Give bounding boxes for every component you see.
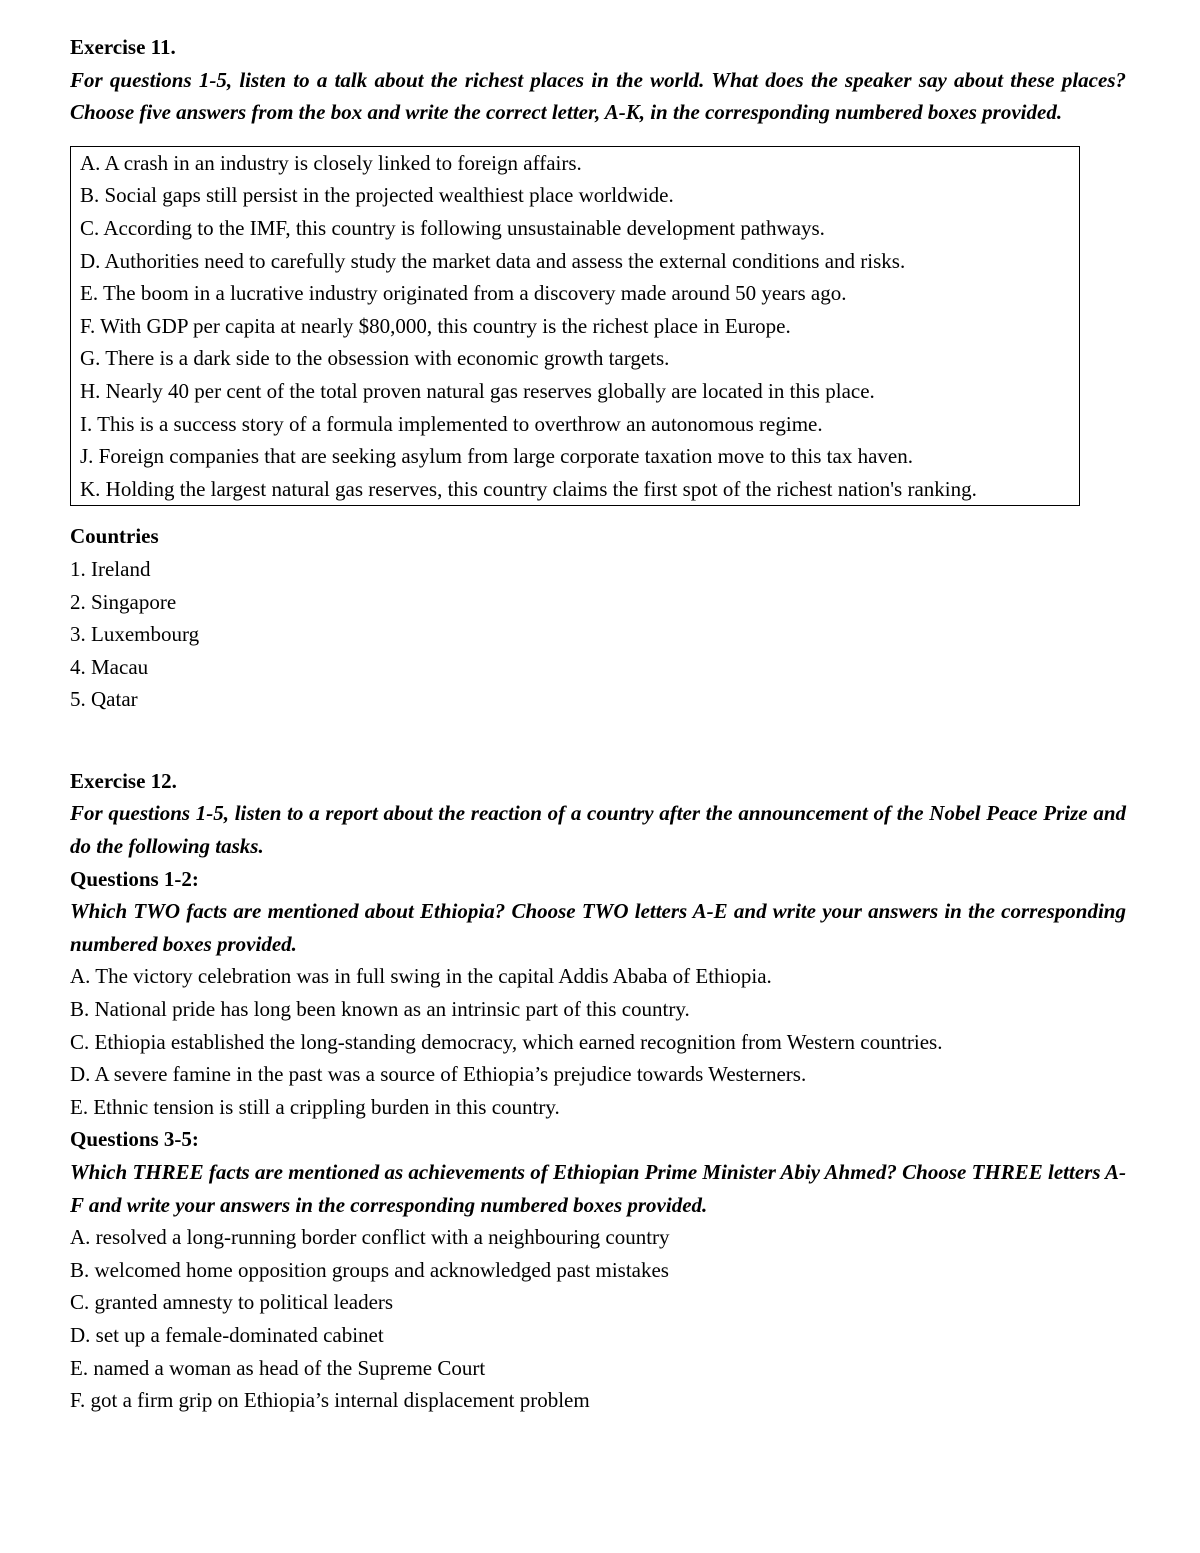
q12-option-a: A. The victory celebration was in full swing in the capital Addis Ababa of Ethiopia. <box>70 964 772 989</box>
q35-option-b: B. welcomed home opposition groups and acknowledged past mistakes <box>70 1257 669 1282</box>
q12-option-c: C. Ethiopia established the long-standing democracy, which earned recognition from Western countries. <box>70 1029 943 1054</box>
q35-option-d: D. set up a female-dominated cabinet <box>70 1322 384 1347</box>
exercise-12-instruction: For questions 1-5, listen to a report about the reaction of a country after the announcement of the Nobel Peace Prize and do the following tasks. <box>70 801 1126 859</box>
option-c: C. According to the IMF, this country is following unsustainable development pathways. <box>80 215 825 240</box>
option-h: H. Nearly 40 per cent of the total proven natural gas reserves globally are located in this place. <box>80 378 875 403</box>
q35-option-a: A. resolved a long-running border conflict with a neighbouring country <box>70 1225 670 1250</box>
q12-option-d: D. A severe famine in the past was a source of Ethiopia’s prejudice towards Westerners. <box>70 1062 807 1087</box>
option-i: I. This is a success story of a formula implemented to overthrow an autonomous regime. <box>80 411 823 436</box>
questions-3-5-instruction: Which THREE facts are mentioned as achievements of Ethiopian Prime Minister Abiy Ahmed? Choose THREE letters A-F and write your answers in the corresponding numbered boxes provided. <box>70 1160 1126 1217</box>
q12-option-b: B. National pride has long been known as an intrinsic part of this country. <box>70 997 690 1022</box>
exercise-11-title: Exercise 11. <box>70 35 176 59</box>
option-g: G. There is a dark side to the obsession with economic growth targets. <box>80 346 670 371</box>
option-k: K. Holding the largest natural gas reserves, this country claims the first spot of the richest nation's ranking. <box>80 476 977 501</box>
country-item: 4. Macau <box>70 654 149 679</box>
q12-option-e: E. Ethnic tension is still a crippling burden in this country. <box>70 1094 560 1119</box>
questions-1-2-instruction: Which TWO facts are mentioned about Ethiopia? Choose TWO letters A-E and write your answers in the corresponding numbered boxes provided. <box>70 899 1126 956</box>
q35-option-c: C. granted amnesty to political leaders <box>70 1290 394 1315</box>
option-e: E. The boom in a lucrative industry originated from a discovery made around 50 years ago. <box>80 281 847 306</box>
option-d: D. Authorities need to carefully study the market data and assess the external conditions and risks. <box>80 248 906 273</box>
option-a: A. A crash in an industry is closely linked to foreign affairs. <box>80 150 582 175</box>
country-item: 1. Ireland <box>70 556 151 581</box>
option-f: F. With GDP per capita at nearly $80,000, this country is the richest place in Europe. <box>80 313 791 338</box>
answer-options-box <box>70 146 1080 507</box>
option-j: J. Foreign companies that are seeking asylum from large corporate taxation move to this tax haven. <box>80 444 913 469</box>
exercise-12-title: Exercise 12. <box>70 768 177 793</box>
option-b: B. Social gaps still persist in the projected wealthiest place worldwide. <box>80 183 674 208</box>
questions-1-2-title: Questions 1-2: <box>70 866 199 891</box>
q35-option-e: E. named a woman as head of the Supreme Court <box>70 1355 486 1380</box>
country-item: 5. Qatar <box>70 687 138 712</box>
country-item: 2. Singapore <box>70 589 177 614</box>
exercise-11-instruction: For questions 1-5, listen to a talk about the richest places in the world. What does the speaker say about these places? Choose five answers from the box and write the correct letter, A-K, in the corresponding numbered boxes provided. <box>70 67 1126 125</box>
country-item: 3. Luxembourg <box>70 622 200 647</box>
countries-title: Countries <box>70 524 159 549</box>
document-page <box>70 31 1126 1417</box>
q35-option-f: F. got a firm grip on Ethiopia’s internal displacement problem <box>70 1388 590 1413</box>
questions-3-5-title: Questions 3-5: <box>70 1127 199 1152</box>
